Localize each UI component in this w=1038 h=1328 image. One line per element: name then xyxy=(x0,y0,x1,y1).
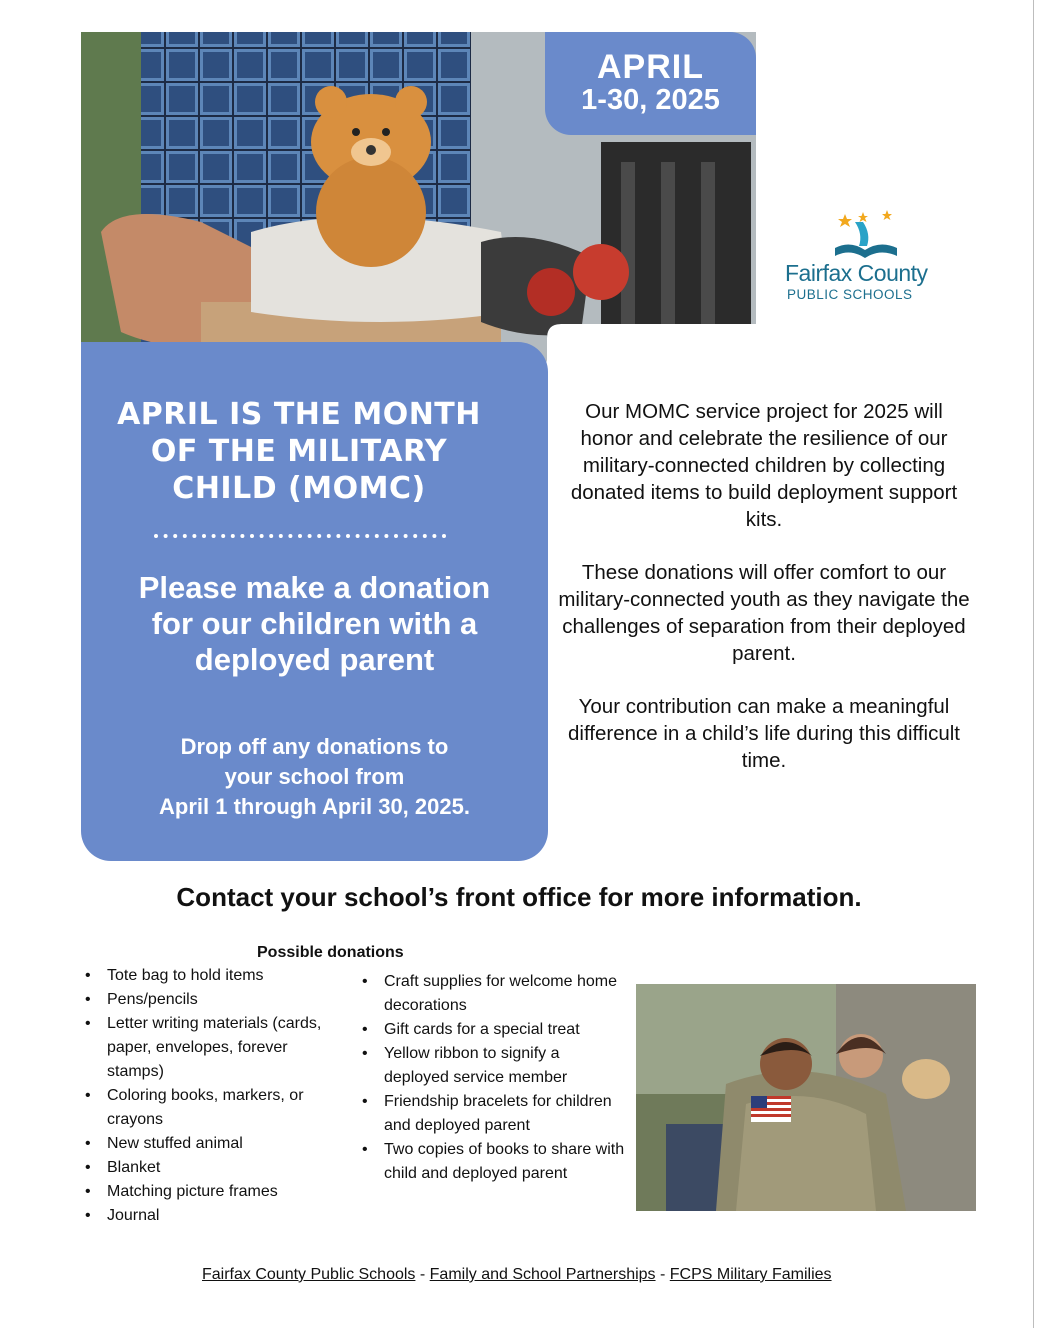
description-paragraph: These donations will offer comfort to our military-connected youth as they navigate the challenges of separation from their deployed parent. xyxy=(558,561,970,665)
donations-title: Possible donations xyxy=(257,944,404,961)
fcps-logo xyxy=(785,208,945,308)
donate-callout xyxy=(101,570,528,678)
donate-line: for our children with a xyxy=(151,606,478,641)
logo-subtitle: PUBLIC SCHOOLS xyxy=(787,287,913,302)
list-item: • Friendship bracelets for children and deployed parent xyxy=(358,1090,626,1138)
list-item: • Coloring books, markers, or crayons xyxy=(81,1084,341,1132)
footer-link-fcps[interactable]: Fairfax County Public Schools xyxy=(202,1266,416,1283)
dropoff-line: Drop off any donations to xyxy=(180,734,449,759)
donate-line: deployed parent xyxy=(194,642,435,677)
list-item: • Craft supplies for welcome home decorations xyxy=(358,970,626,1018)
footer-separator: - xyxy=(415,1266,430,1283)
heading-line: CHILD (MOMC) xyxy=(172,471,426,506)
list-item: • Letter writing materials (cards, paper, envelopes, forever stamps) xyxy=(81,1012,341,1084)
date-badge xyxy=(545,32,756,135)
donate-line: Please make a donation xyxy=(138,570,491,605)
description-paragraph: Our MOMC service project for 2025 will honor and celebrate the resilience of our military-connected children by collecting donated items to build deployment support kits. xyxy=(570,400,958,531)
info-panel xyxy=(81,342,548,861)
footer-link-partnerships[interactable]: Family and School Partnerships xyxy=(429,1266,656,1283)
dropoff-line: your school from xyxy=(224,764,405,789)
badge-month: APRIL xyxy=(597,48,704,86)
list-item: • Matching picture frames xyxy=(81,1180,341,1204)
dropoff-info xyxy=(101,732,528,822)
footer-link-military-families[interactable]: FCPS Military Families xyxy=(669,1266,832,1283)
heading-line: OF THE MILITARY xyxy=(150,434,448,469)
footer-links xyxy=(202,1266,832,1284)
list-item: • Tote bag to hold items xyxy=(81,964,341,988)
list-item: • New stuffed animal xyxy=(81,1132,341,1156)
footer-separator: - xyxy=(655,1266,670,1283)
list-item: • Journal xyxy=(81,1204,341,1228)
list-item: • Gift cards for a special treat xyxy=(358,1018,626,1042)
family-photo xyxy=(636,984,976,1211)
logo-name: Fairfax County xyxy=(785,260,928,286)
dotted-divider xyxy=(153,531,449,541)
list-item: • Yellow ribbon to signify a deployed service member xyxy=(358,1042,626,1090)
description-paragraph: Your contribution can make a meaningful difference in a child’s life during this difficult time. xyxy=(567,695,960,772)
project-description xyxy=(558,398,970,800)
heading-line: APRIL IS THE MONTH xyxy=(117,397,481,432)
logo-book-icon xyxy=(825,208,935,260)
list-item: • Two copies of books to share with child and deployed parent xyxy=(358,1138,626,1186)
contact-note: Contact your school’s front office for more information. xyxy=(176,882,862,912)
list-item: • Pens/pencils xyxy=(81,988,341,1012)
dropoff-line: April 1 through April 30, 2025. xyxy=(159,794,470,819)
donations-list-2 xyxy=(358,970,626,1186)
panel-heading xyxy=(109,396,489,507)
list-item: • Blanket xyxy=(81,1156,341,1180)
donations-list-1 xyxy=(81,964,341,1228)
badge-dates: 1-30, 2025 xyxy=(581,84,720,116)
page-edge-rule xyxy=(1033,0,1034,1328)
